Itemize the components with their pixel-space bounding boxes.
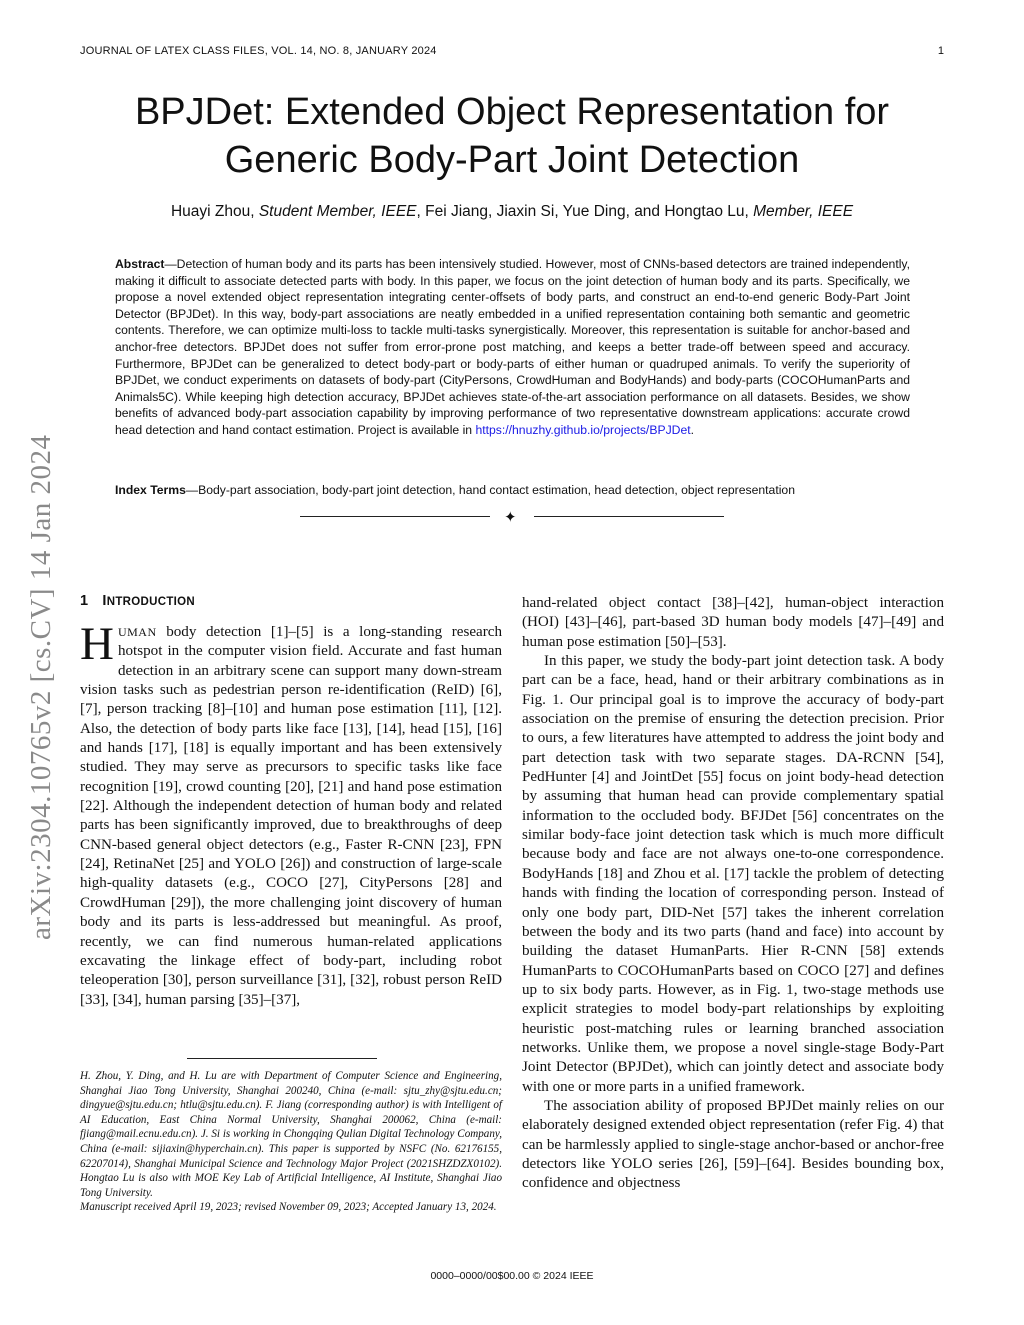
section-title-rest: NTRODUCTION xyxy=(106,596,195,608)
divider-star-icon: ✦ xyxy=(504,510,517,526)
section-divider xyxy=(300,508,724,526)
author-rest: , Fei Jiang, Jiaxin Si, Yue Ding, and Hongtao Lu, xyxy=(416,203,754,220)
section-heading xyxy=(80,593,195,609)
intro-paragraph-continued: hand-related object contact [38]–[42], human-object interaction (HOI) [43]–[46], part-based 3D human body models [47]–[49] and human pose estimation [50]–[53]. xyxy=(522,595,944,650)
right-column xyxy=(522,594,944,1194)
intro-paragraph-3: The association ability of proposed BPJDet mainly relies on our elaborately designed extended object representation (refer Fig. 4) that can be harmlessly applied to single-stage anchor-based or anchor-free detectors like YOLO series [26], [59]–[64]. Besides bounding box, confidence and objectness xyxy=(522,1097,944,1192)
section-title-initial: I xyxy=(102,593,107,609)
intro-paragraph-1 xyxy=(80,618,502,1010)
abstract-text: —Detection of human body and its parts has been intensively studied. However, most of CNNs-based detectors are trained independently, making it difficult to associate detected parts with body. In this paper, we focus on the joint detection of human body and its parts. Specifically, we propose a novel extended object representation integrating center-offsets of body parts, and construct an end-to-end generic Body-Part Joint Detector (BPJDet). In this way, body-part associations are neatly embedded in a unified representation containing both semantic and geometric contents. Therefore, we can optimize multi-loss to tackle multi-tasks synergistically. Moreover, this representation is suitable for anchor-based and anchor-free detectors. BPJDet does not suffer from error-prone post matching, and keeps a better trade-off between speed and accuracy. Furthermore, BPJDet can be generalized to detect body-part or body-parts of either human or quadruped animals. To verify the superiority of BPJDet, we conduct experiments on datasets of body-part (CityPersons, CrowdHuman and BodyHands) and body-parts (COCOHumanParts and Animals5C). While keeping high detection accuracy, BPJDet achieves state-of-the-art association performance on all datasets. Besides, we show benefits of advanced body-part association capability by improving performance of two representative downstream applications: accurate crowd head detection and hand contact estimation. Project is available in xyxy=(115,257,910,437)
intro-paragraph-2: In this paper, we study the body-part joint detection task. A body part can be a face, head, hand or their arbitrary combinations as in Fig. 1. Our principal goal is to improve the accuracy of body-part association on the premise of ensuring the detection precision. Prior to ours, a few literatures have attempted to address the joint body and part detection task with two separate stages. DA-RCNN [54], PedHunter [4] and JointDet [55] focus on joint body-head detection by assuming that human head can provide complementary spatial information to the occluded body. BFJDet [56] concentrates on the similar body-face joint detection task which is much more difficult because body and face are not always one-to-one correspondence. BodyHands [18] and Zhou et al. [17] tackle the problem of detecting hands with finding the location of corresponding person. Instead of only one body part, DID-Net [57] takes the inherent correlation between the body and its two parts (hand and face) into account by building the dataset HumanParts. Hier R-CNN [58] extends HumanParts to COCOHumanParts based on COCO [27] and defines up to six body parts. However, as in Fig. 1, two-stage methods use explicit strategies to model body-part relationships by exploiting heuristic post-matching rules or learning branched association networks. Unlike them, we propose a novel single-stage Body-Part Joint Detector (BPJDet), which can jointly detect and associate body with one or more parts in a unified framework. xyxy=(522,653,944,1095)
running-head: JOURNAL OF LATEX CLASS FILES, VOL. 14, NO. 8, JANUARY 2024 xyxy=(80,45,437,57)
left-column xyxy=(80,618,502,1010)
smallcaps-lead: UMAN xyxy=(117,625,157,639)
footnote-manuscript-dates: Manuscript received April 19, 2023; revised November 09, 2023; Accepted January 13, 2024. xyxy=(80,1201,497,1214)
section-number: 1 xyxy=(80,593,89,609)
author-first: Huayi Zhou, xyxy=(170,203,259,220)
drop-cap: H xyxy=(80,618,114,670)
copyright-notice: 0000–0000/00$00.00 © 2024 IEEE xyxy=(430,1270,594,1282)
footnote xyxy=(80,1069,502,1215)
index-terms-label: Index Terms xyxy=(115,483,186,497)
intro-text-1: body detection [1]–[5] is a long-standing research hotspot in the computer vision field. Accurate and fast human detection in an arbitrary scene can support many down-stream vision tasks such as pedestrian person re-identification (ReID) [6], [7], person tracking [8]–[10] and human pose estimation [11], [12]. Also, the detection of body parts like face [13], [14], head [15], [16] and hands [17], [18] is equally important and has been extensively studied. They may serve as precursors to specific tasks like face recognition [19], crowd counting [20], [21] and hand pose estimation [22]. Although the independent detection of human body and related parts has been significantly improved, due to breakthroughs of deep CNN-based general object detectors (e.g., Faster R-CNN [23], FPN [24], RetinaNet [25] and YOLO [26]) and construction of large-scale high-quality datasets (e.g., COCO [27], CityPersons [28] and CrowdHuman [29]), the more challenging joint discovery of human body and its parts is less-addressed but meaningful. As proof, recently, we can find numerous human-related applications excavating the linkage effect of body-part, including robot teleoperation [30], person surveillance [31], [32], robust person ReID [33], [34], human parsing [35]–[37], xyxy=(80,624,502,1008)
footnote-affiliations: H. Zhou, Y. Ding, and H. Lu are with Department of Computer Science and Engineering, Shanghai Jiao Tong University, Shanghai 200240, China (e-mail: sjtu_zhy@sjtu.edu.cn; dingyue@sjtu.edu.cn; htlu@sjtu.edu.cn). F. Jiang (corresponding author) is with Intelligent of AI Education, East China Normal University, Shanghai 200062, China (e-mail: fjiang@mail.ecnu.edu.cn). J. Si is working in Chongqing Qulian Digital Technology Company, China (e-mail: sijiaxin@hyperchain.cn). This paper is supported by NSFC (No. 62176155, 62207014), Shanghai Municipal Science and Technology Major Project (2021SHZDZX0102). Hongtao Lu is also with MOE Key Lab of Artificial Intelligence, AI Institute, Shanghai Jiao Tong University. xyxy=(80,1070,502,1199)
title-line-1: BPJDet: Extended Object Representation for xyxy=(134,91,890,133)
project-link[interactable]: https://hnuzhy.github.io/projects/BPJDet xyxy=(475,422,691,437)
abstract-label: Abstract xyxy=(115,257,165,271)
paper-title xyxy=(90,88,934,184)
author-last-role: Member, IEEE xyxy=(753,203,854,220)
page-number: 1 xyxy=(937,45,944,57)
index-terms xyxy=(115,482,910,499)
title-line-2: Generic Body-Part Joint Detection xyxy=(224,139,800,181)
arxiv-stamp: arXiv:2304.10765v2 [cs.CV] 14 Jan 2024 xyxy=(25,434,57,940)
abstract xyxy=(115,256,910,439)
index-terms-text: —Body-part association, body-part joint detection, hand contact estimation, head detection, object representation xyxy=(185,483,795,497)
divider-line-right xyxy=(534,516,724,517)
author-first-role: Student Member, IEEE xyxy=(258,203,417,220)
author-list xyxy=(80,203,944,221)
abstract-end: . xyxy=(690,422,695,437)
divider-line-left xyxy=(300,516,490,517)
footnote-rule xyxy=(187,1058,377,1059)
